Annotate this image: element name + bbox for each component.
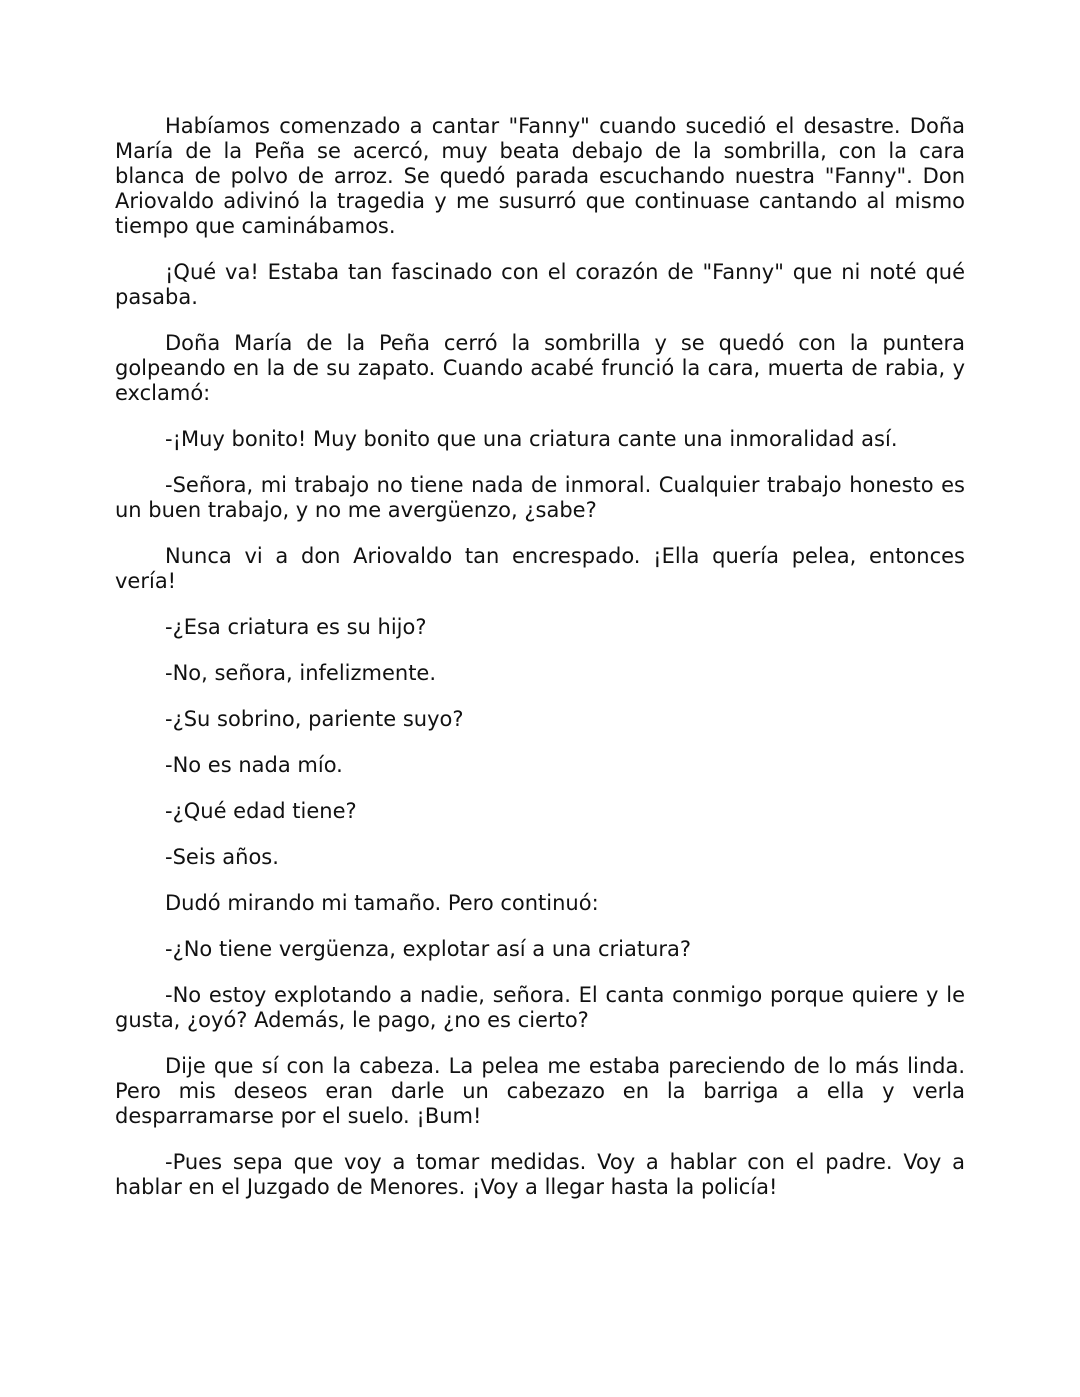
paragraph-dialogue: -Seis años. [165, 845, 279, 869]
document-page [115, 114, 965, 1221]
paragraph-narrative: Doña María de la Peña cerró la sombrilla y se quedó con la puntera golpeando en la de su zapato. Cuando acabé frunció la cara, muerta de rabia, y exclamó: [115, 331, 965, 405]
paragraph-dialogue: -¡Muy bonito! Muy bonito que una criatura cante una inmoralidad así. [165, 427, 898, 451]
paragraph-dialogue: -¿Esa criatura es su hijo? [165, 615, 427, 639]
paragraph-dialogue: -No, señora, infelizmente. [165, 661, 437, 685]
paragraph-narrative: Habíamos comenzado a cantar "Fanny" cuando sucedió el desastre. Doña María de la Peña se acercó, muy beata debajo de la sombrilla, con la cara blanca de polvo de arroz. Se quedó parada escuchando nuestra "Fanny". Don Ariovaldo adivinó la tragedia y me susurró que continuase cantando al mismo tiempo que caminábamos. [115, 114, 965, 238]
paragraph-dialogue: -No es nada mío. [165, 753, 343, 777]
paragraph-narrative: Dudó mirando mi tamaño. Pero continuó: [165, 891, 599, 915]
paragraph-narrative: Dije que sí con la cabeza. La pelea me estaba pareciendo de lo más linda. Pero mis deseos eran darle un cabezazo en la barriga a ella y verla desparramarse por el suelo. ¡Bum! [115, 1054, 965, 1128]
paragraph-dialogue: -¿Qué edad tiene? [165, 799, 357, 823]
paragraph-dialogue: -Señora, mi trabajo no tiene nada de inmoral. Cualquier trabajo honesto es un buen trabajo, y no me avergüenzo, ¿sabe? [115, 473, 965, 522]
paragraph-dialogue: -Pues sepa que voy a tomar medidas. Voy a hablar con el padre. Voy a hablar en el Juzgado de Menores. ¡Voy a llegar hasta la policía! [115, 1150, 965, 1199]
paragraph-dialogue: -¿Su sobrino, pariente suyo? [165, 707, 464, 731]
paragraph-dialogue: -No estoy explotando a nadie, señora. El canta conmigo porque quiere y le gusta, ¿oyó? Además, le pago, ¿no es cierto? [115, 983, 965, 1032]
paragraph-dialogue: -¿No tiene vergüenza, explotar así a una criatura? [165, 937, 692, 961]
paragraph-narrative: Nunca vi a don Ariovaldo tan encrespado. ¡Ella quería pelea, entonces vería! [115, 544, 965, 593]
paragraph-narrative: ¡Qué va! Estaba tan fascinado con el corazón de "Fanny" que ni noté qué pasaba. [115, 260, 965, 309]
